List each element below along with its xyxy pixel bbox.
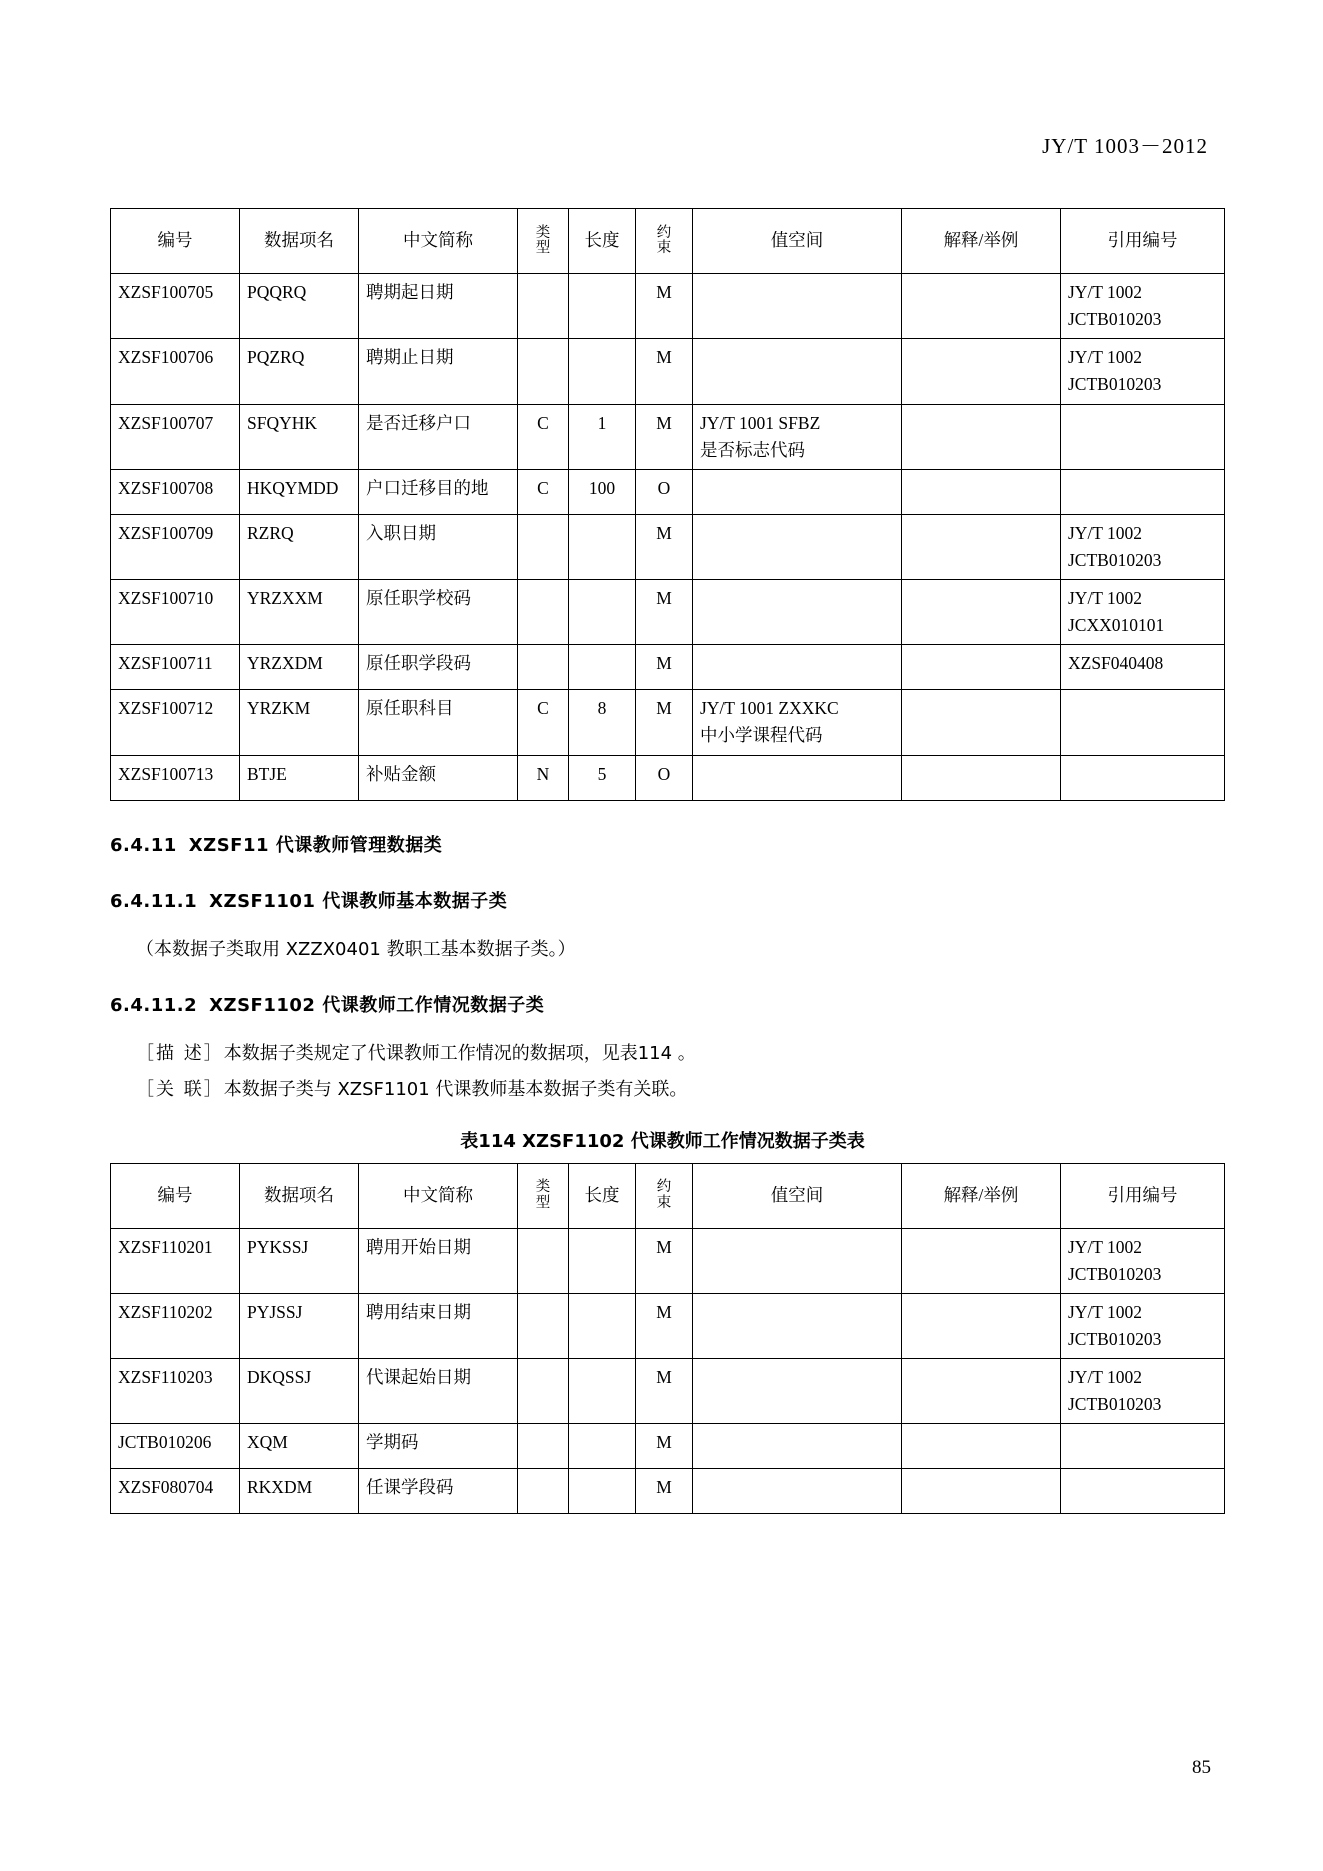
- table-row: [111, 1469, 1225, 1514]
- table-header: [111, 209, 1225, 274]
- section-number: 6.4.11.1: [110, 890, 198, 912]
- cell-code: XZSF110201: [111, 1228, 240, 1293]
- cell-constraint: M: [636, 514, 693, 579]
- cell-explanation: [902, 339, 1061, 404]
- cell-length: 8: [569, 690, 636, 755]
- column-header-value-space: 值空间: [693, 209, 902, 274]
- table-row: [111, 274, 1225, 339]
- section-title: XZSF1101 代课教师基本数据子类: [209, 890, 508, 912]
- data-table-xzsf1102: [110, 1163, 1225, 1515]
- column-header-code: 编号: [111, 1163, 240, 1228]
- cell-type: [518, 339, 569, 404]
- section-title: XZSF1102 代课教师工作情况数据子类: [209, 994, 545, 1016]
- cell-item-name: PQZRQ: [240, 339, 359, 404]
- cell-reference: [1061, 1469, 1225, 1514]
- cell-value-space: [693, 1424, 902, 1469]
- column-header-code: 编号: [111, 209, 240, 274]
- cell-item-name: XQM: [240, 1424, 359, 1469]
- cell-length: [569, 1424, 636, 1469]
- cell-explanation: [902, 1228, 1061, 1293]
- cell-value-space: [693, 339, 902, 404]
- cell-explanation: [902, 514, 1061, 579]
- cell-reference: [1061, 1424, 1225, 1469]
- relation-paragraph: [110, 1075, 1215, 1101]
- cell-length: 100: [569, 469, 636, 514]
- cell-length: 1: [569, 404, 636, 469]
- cell-constraint: M: [636, 1359, 693, 1424]
- cell-chinese-name: 聘用结束日期: [359, 1293, 518, 1358]
- cell-length: [569, 1228, 636, 1293]
- cell-chinese-name: 任课学段码: [359, 1469, 518, 1514]
- table-row: [111, 404, 1225, 469]
- cell-item-name: DKQSSJ: [240, 1359, 359, 1424]
- table-header-row: [111, 209, 1225, 274]
- cell-length: [569, 1469, 636, 1514]
- cell-type: [518, 1228, 569, 1293]
- table-row: [111, 645, 1225, 690]
- table-row: [111, 514, 1225, 579]
- note-xzsf1101: （本数据子类取用 XZZX0401 教职工基本数据子类。）: [136, 938, 576, 960]
- section-number: 6.4.11.2: [110, 994, 198, 1016]
- cell-length: [569, 645, 636, 690]
- section-number: 6.4.11: [110, 834, 177, 856]
- cell-item-name: PYKSSJ: [240, 1228, 359, 1293]
- cell-constraint: M: [636, 690, 693, 755]
- table-row: [111, 1424, 1225, 1469]
- cell-chinese-name: 原任职学校码: [359, 580, 518, 645]
- table-row: [111, 690, 1225, 755]
- cell-reference: JY/T 1002 JCTB010203: [1061, 274, 1225, 339]
- cell-value-space: [693, 1293, 902, 1358]
- cell-constraint: O: [636, 755, 693, 800]
- cell-explanation: [902, 580, 1061, 645]
- cell-reference: JY/T 1002 JCTB010203: [1061, 514, 1225, 579]
- cell-code: XZSF110203: [111, 1359, 240, 1424]
- cell-reference: [1061, 690, 1225, 755]
- table-row: [111, 469, 1225, 514]
- cell-type: [518, 1424, 569, 1469]
- cell-length: [569, 580, 636, 645]
- page-number: 85: [1192, 1757, 1211, 1778]
- cell-constraint: M: [636, 1228, 693, 1293]
- cell-reference: JY/T 1002 JCTB010203: [1061, 1359, 1225, 1424]
- column-header-explanation: 解释/举例: [902, 209, 1061, 274]
- cell-reference: JY/T 1002 JCXX010101: [1061, 580, 1225, 645]
- cell-chinese-name: 代课起始日期: [359, 1359, 518, 1424]
- cell-explanation: [902, 469, 1061, 514]
- cell-code: XZSF100711: [111, 645, 240, 690]
- table-header-row: [111, 1163, 1225, 1228]
- cell-reference: [1061, 404, 1225, 469]
- column-header-type: 类 型: [518, 209, 569, 274]
- cell-constraint: M: [636, 1469, 693, 1514]
- column-header-reference: 引用编号: [1061, 209, 1225, 274]
- cell-chinese-name: 原任职科目: [359, 690, 518, 755]
- cell-code: XZSF100706: [111, 339, 240, 404]
- cell-type: [518, 645, 569, 690]
- cell-type: [518, 274, 569, 339]
- cell-chinese-name: 聘期止日期: [359, 339, 518, 404]
- column-header-value-space: 值空间: [693, 1163, 902, 1228]
- cell-code: XZSF100713: [111, 755, 240, 800]
- table-row: [111, 1293, 1225, 1358]
- table-row: [111, 339, 1225, 404]
- column-header-chinese-name: 中文简称: [359, 209, 518, 274]
- cell-constraint: M: [636, 645, 693, 690]
- table-row: [111, 1228, 1225, 1293]
- table-row: [111, 755, 1225, 800]
- cell-item-name: HKQYMDD: [240, 469, 359, 514]
- column-header-item-name: 数据项名: [240, 209, 359, 274]
- table-row: [111, 1359, 1225, 1424]
- cell-length: 5: [569, 755, 636, 800]
- cell-value-space: [693, 1359, 902, 1424]
- cell-item-name: SFQYHK: [240, 404, 359, 469]
- column-header-type: 类 型: [518, 1163, 569, 1228]
- column-header-constraint: 约 束: [636, 209, 693, 274]
- table-header-2: [111, 1163, 1225, 1228]
- cell-reference: [1061, 755, 1225, 800]
- cell-reference: JY/T 1002 JCTB010203: [1061, 1293, 1225, 1358]
- cell-chinese-name: 聘用开始日期: [359, 1228, 518, 1293]
- cell-chinese-name: 原任职学段码: [359, 645, 518, 690]
- cell-value-space: [693, 645, 902, 690]
- cell-explanation: [902, 1469, 1061, 1514]
- cell-value-space: [693, 1469, 902, 1514]
- cell-length: [569, 514, 636, 579]
- section-title: XZSF11 代课教师管理数据类: [188, 834, 443, 856]
- cell-length: [569, 339, 636, 404]
- data-table-xzsf1007: [110, 208, 1225, 801]
- cell-type: C: [518, 469, 569, 514]
- cell-type: [518, 1469, 569, 1514]
- cell-code: JCTB010206: [111, 1424, 240, 1469]
- cell-type: N: [518, 755, 569, 800]
- cell-explanation: [902, 1359, 1061, 1424]
- table-body-1: [111, 274, 1225, 801]
- cell-constraint: O: [636, 469, 693, 514]
- cell-constraint: M: [636, 404, 693, 469]
- cell-chinese-name: 聘期起日期: [359, 274, 518, 339]
- cell-value-space: [693, 580, 902, 645]
- cell-constraint: M: [636, 1293, 693, 1358]
- description-paragraph: [110, 1039, 1215, 1065]
- column-header-constraint: 约 束: [636, 1163, 693, 1228]
- cell-reference: JY/T 1002 JCTB010203: [1061, 1228, 1225, 1293]
- relation-label: ［关 联］: [136, 1078, 224, 1100]
- cell-reference: XZSF040408: [1061, 645, 1225, 690]
- column-header-length: 长度: [569, 209, 636, 274]
- cell-length: [569, 1293, 636, 1358]
- cell-code: XZSF080704: [111, 1469, 240, 1514]
- cell-item-name: BTJE: [240, 755, 359, 800]
- cell-explanation: [902, 645, 1061, 690]
- section-heading-6-4-11-1: [110, 887, 1215, 913]
- page-header-standard-id: JY/T 1003－2012: [1042, 134, 1208, 158]
- cell-chinese-name: 补贴金额: [359, 755, 518, 800]
- cell-item-name: YRZXXM: [240, 580, 359, 645]
- cell-explanation: [902, 690, 1061, 755]
- cell-constraint: M: [636, 339, 693, 404]
- cell-code: XZSF100705: [111, 274, 240, 339]
- cell-value-space: JY/T 1001 SFBZ 是否标志代码: [693, 404, 902, 469]
- description-label: ［描 述］: [136, 1042, 224, 1064]
- page-content: [110, 208, 1215, 1514]
- column-header-chinese-name: 中文简称: [359, 1163, 518, 1228]
- cell-value-space: JY/T 1001 ZXXKC 中小学课程代码: [693, 690, 902, 755]
- cell-explanation: [902, 404, 1061, 469]
- column-header-item-name: 数据项名: [240, 1163, 359, 1228]
- cell-chinese-name: 是否迁移户口: [359, 404, 518, 469]
- cell-constraint: M: [636, 1424, 693, 1469]
- cell-explanation: [902, 274, 1061, 339]
- cell-chinese-name: 户口迁移目的地: [359, 469, 518, 514]
- cell-explanation: [902, 755, 1061, 800]
- cell-value-space: [693, 274, 902, 339]
- cell-type: [518, 1293, 569, 1358]
- cell-type: [518, 1359, 569, 1424]
- cell-item-name: PQQRQ: [240, 274, 359, 339]
- cell-value-space: [693, 755, 902, 800]
- cell-value-space: [693, 514, 902, 579]
- cell-type: C: [518, 404, 569, 469]
- cell-reference: [1061, 469, 1225, 514]
- cell-item-name: RKXDM: [240, 1469, 359, 1514]
- cell-code: XZSF100707: [111, 404, 240, 469]
- cell-reference: JY/T 1002 JCTB010203: [1061, 339, 1225, 404]
- table-body-2: [111, 1228, 1225, 1514]
- cell-constraint: M: [636, 274, 693, 339]
- cell-code: XZSF110202: [111, 1293, 240, 1358]
- cell-code: XZSF100710: [111, 580, 240, 645]
- cell-type: [518, 514, 569, 579]
- table-row: [111, 580, 1225, 645]
- section-heading-6-4-11: [110, 831, 1215, 857]
- cell-item-name: YRZXDM: [240, 645, 359, 690]
- cell-chinese-name: 入职日期: [359, 514, 518, 579]
- cell-code: XZSF100709: [111, 514, 240, 579]
- cell-value-space: [693, 469, 902, 514]
- cell-type: C: [518, 690, 569, 755]
- cell-value-space: [693, 1228, 902, 1293]
- cell-chinese-name: 学期码: [359, 1424, 518, 1469]
- description-text: 本数据子类规定了代课教师工作情况的数据项，见表114 。: [223, 1042, 696, 1064]
- cell-length: [569, 1359, 636, 1424]
- cell-type: [518, 580, 569, 645]
- cell-item-name: RZRQ: [240, 514, 359, 579]
- cell-explanation: [902, 1293, 1061, 1358]
- cell-code: XZSF100712: [111, 690, 240, 755]
- column-header-explanation: 解释/举例: [902, 1163, 1061, 1228]
- cell-explanation: [902, 1424, 1061, 1469]
- cell-length: [569, 274, 636, 339]
- column-header-reference: 引用编号: [1061, 1163, 1225, 1228]
- section-heading-6-4-11-2: [110, 991, 1215, 1017]
- cell-item-name: YRZKM: [240, 690, 359, 755]
- cell-constraint: M: [636, 580, 693, 645]
- column-header-length: 长度: [569, 1163, 636, 1228]
- relation-text: 本数据子类与 XZSF1101 代课教师基本数据子类有关联。: [223, 1078, 688, 1100]
- cell-item-name: PYJSSJ: [240, 1293, 359, 1358]
- cell-code: XZSF100708: [111, 469, 240, 514]
- table-caption-114: 表114 XZSF1102 代课教师工作情况数据子类表: [460, 1130, 865, 1152]
